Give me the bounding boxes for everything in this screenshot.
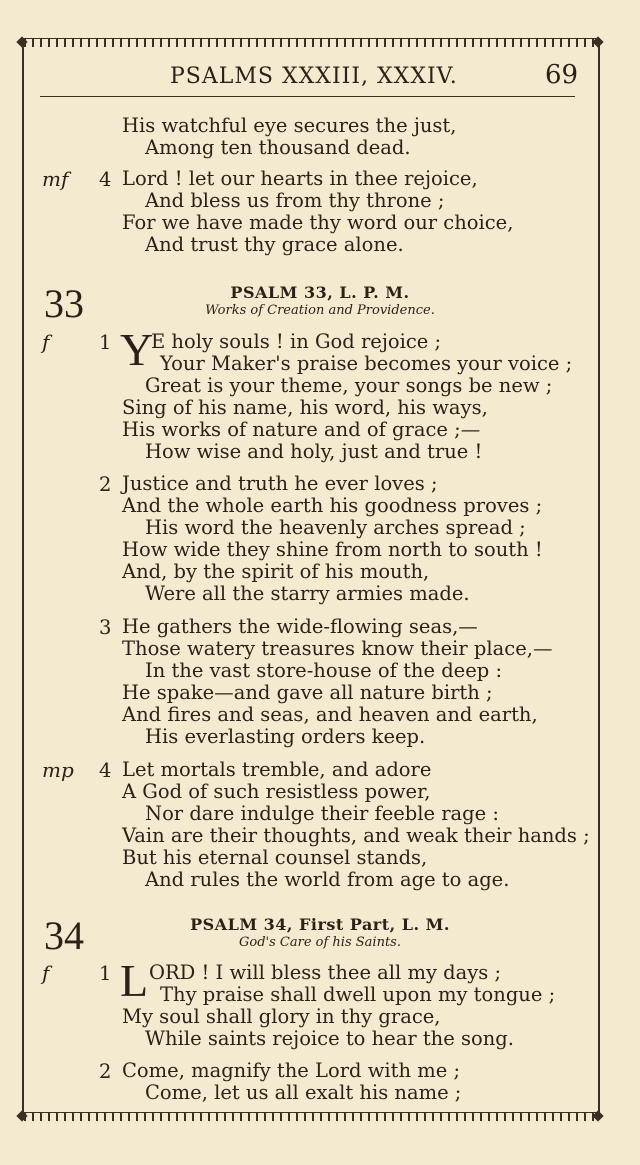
verse-line: A God of such resistless power, xyxy=(122,780,431,803)
verse-line: For we have made thy word our choice, xyxy=(122,211,514,234)
dynamic-marking: f xyxy=(42,330,50,354)
verse-line: His everlasting orders keep. xyxy=(145,725,426,748)
page-number: 69 xyxy=(545,60,579,90)
verse-number: 1 xyxy=(99,962,112,985)
verse-line: And the whole earth his goodness proves ; xyxy=(122,494,543,517)
verse-line: And bless us from thy throne ; xyxy=(145,189,445,212)
verse-line: In the vast store-house of the deep : xyxy=(145,659,503,682)
verse-line: His works of nature and of grace ;— xyxy=(122,418,481,441)
verse-line: Justice and truth he ever loves ; xyxy=(122,472,438,495)
verse-line: Lord ! let our hearts in thee rejoice, xyxy=(122,167,478,190)
verse-line: And, by the spirit of his mouth, xyxy=(122,560,430,583)
verse-line: Were all the starry armies made. xyxy=(145,582,470,605)
psalm-subtitle: Works of Creation and Providence. xyxy=(205,303,435,318)
verse-line: Among ten thousand dead. xyxy=(145,136,411,159)
verse-number: 4 xyxy=(99,168,112,191)
verse-number: 1 xyxy=(99,331,112,354)
verse-line: ORD ! I will bless thee all my days ; xyxy=(149,961,502,984)
verse-line: Thy praise shall dwell upon my tongue ; xyxy=(160,983,556,1006)
running-head xyxy=(0,60,640,96)
verse-number: 4 xyxy=(99,759,112,782)
verse-line: He spake—and gave all nature birth ; xyxy=(122,681,493,704)
verse-line: Those watery treasures know their place,— xyxy=(122,637,553,660)
verse-line: He gathers the wide-flowing seas,— xyxy=(122,615,478,638)
drop-cap: Y xyxy=(120,324,154,375)
psalm-number: 33 xyxy=(44,281,84,326)
verse-number: 2 xyxy=(99,1060,112,1083)
psalm-title: PSALM 33, L. P. M. xyxy=(230,283,410,302)
verse-line: How wide they shine from north to south ! xyxy=(122,538,543,561)
top-ornamental-rule xyxy=(20,38,600,47)
verse-line: Vain are their thoughts, and weak their hands ; xyxy=(122,824,590,847)
header-divider xyxy=(40,96,575,97)
dynamic-marking: mf xyxy=(42,167,69,191)
verse-line: His word the heavenly arches spread ; xyxy=(145,516,526,539)
verse-number: 2 xyxy=(99,473,112,496)
drop-cap: L xyxy=(120,955,149,1006)
psalm-title: PSALM 34, First Part, L. M. xyxy=(190,915,450,934)
bottom-ornamental-rule xyxy=(20,1112,600,1121)
verse-line: Nor dare indulge their feeble rage : xyxy=(145,802,499,825)
verse-line: But his eternal counsel stands, xyxy=(122,846,428,869)
verse-line: While saints rejoice to hear the song. xyxy=(145,1027,514,1050)
verse-line: My soul shall glory in thy grace, xyxy=(122,1005,441,1028)
verse-line: Sing of his name, his word, his ways, xyxy=(122,396,488,419)
verse-line: E holy souls ! in God rejoice ; xyxy=(151,330,442,353)
psalm-number: 34 xyxy=(44,913,84,958)
verse-line: Come, let us all exalt his name ; xyxy=(145,1081,462,1104)
verse-line: How wise and holy, just and true ! xyxy=(145,440,483,463)
verse-line: And rules the world from age to age. xyxy=(145,868,510,891)
dynamic-marking: mp xyxy=(42,758,74,782)
running-title: PSALMS XXXIII, XXXIV. xyxy=(170,64,458,89)
verse-line: Come, magnify the Lord with me ; xyxy=(122,1059,461,1082)
verse-number: 3 xyxy=(99,616,112,639)
psalm-subtitle: God's Care of his Saints. xyxy=(239,935,401,950)
verse-line: Let mortals tremble, and adore xyxy=(122,758,432,781)
verse-line: His watchful eye secures the just, xyxy=(122,114,457,137)
verse-line: And fires and seas, and heaven and earth, xyxy=(122,703,538,726)
dynamic-marking: f xyxy=(42,961,50,985)
verse-line: Your Maker's praise becomes your voice ; xyxy=(160,352,573,375)
verse-line: Great is your theme, your songs be new ; xyxy=(145,374,553,397)
verse-line: And trust thy grace alone. xyxy=(145,233,404,256)
